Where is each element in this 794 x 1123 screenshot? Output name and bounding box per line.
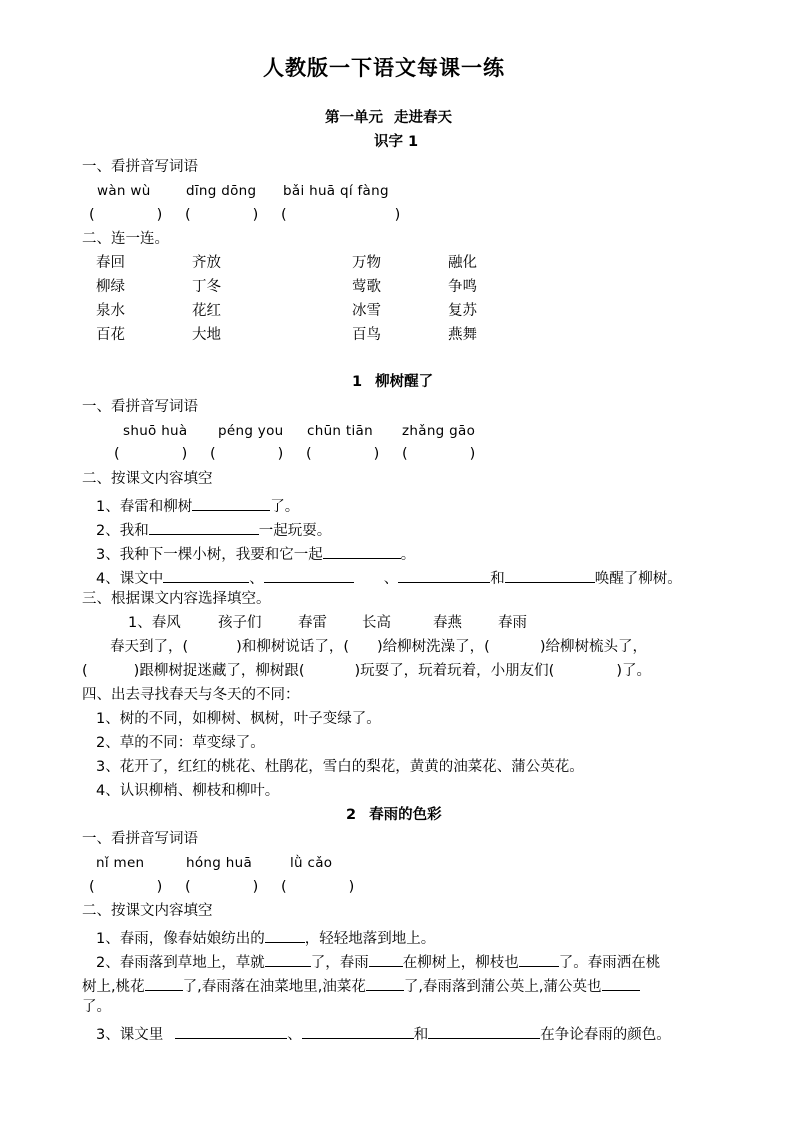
fill-item-1	[96, 928, 435, 947]
fill-text: 4、课文中	[96, 571, 164, 587]
fill-text: 在柳树上，柳枝也	[402, 955, 519, 971]
document-title: 人教版一下语文每课一练	[263, 56, 505, 80]
fill-text: 2、我和	[96, 523, 149, 539]
fill-item-1	[96, 496, 299, 515]
match-word[interactable]: 百花	[96, 327, 125, 343]
answer-box[interactable]: ( )	[185, 879, 259, 895]
answer-box[interactable]: ( )	[402, 446, 476, 462]
passage-text: )和柳树说话了，(	[236, 639, 349, 655]
fill-blank[interactable]	[192, 496, 270, 511]
fill-text: 3、课文里	[96, 1027, 164, 1043]
fill-blank[interactable]	[398, 568, 490, 583]
fill-blank[interactable]	[145, 976, 183, 991]
fill-text: 、	[287, 1027, 302, 1043]
answer-box[interactable]: ( )	[306, 446, 380, 462]
list-item: 4、认识柳梢、柳枝和柳叶。	[96, 783, 280, 799]
fill-text: 树上,桃花	[82, 979, 145, 995]
passage-line-1	[110, 640, 647, 655]
fill-text: 、	[249, 571, 264, 587]
match-word[interactable]: 春回	[96, 255, 125, 271]
match-word[interactable]: 百鸟	[352, 327, 381, 343]
fill-blank[interactable]	[519, 952, 559, 967]
option-word: 春雷	[298, 615, 327, 631]
fill-blank[interactable]	[505, 568, 595, 583]
answer-box[interactable]: ( )	[281, 879, 355, 895]
option-word: 春燕	[433, 615, 462, 631]
lesson-title-shizi1: 识字 1	[374, 134, 419, 150]
answer-box[interactable]: ( )	[281, 207, 401, 223]
match-word[interactable]: 复苏	[448, 303, 477, 319]
fill-text: 和	[413, 1027, 429, 1043]
fill-text: 1、春雨，像春姑娘纺出的	[96, 931, 265, 947]
pinyin-word: hóng huā	[186, 855, 253, 871]
answer-box[interactable]: ( )	[89, 879, 163, 895]
fill-item-3	[96, 544, 415, 563]
match-word[interactable]: 万物	[352, 255, 381, 271]
fill-text: 。	[400, 547, 416, 563]
section-heading: 一、看拼音写词语	[82, 159, 198, 175]
match-word[interactable]: 齐放	[192, 255, 221, 271]
fill-text: 、	[383, 571, 399, 587]
list-item: 3、花开了，红红的桃花、杜鹃花，雪白的梨花，黄黄的油菜花、蒲公英花。	[96, 759, 584, 775]
answer-box[interactable]: ( )	[89, 207, 163, 223]
passage-text: )跟柳树捉迷藏了，柳树跟(	[133, 663, 305, 679]
fill-text: 2、春雨落到草地上，草就	[96, 955, 265, 971]
fill-text: 在争论春雨的颜色。	[540, 1027, 671, 1043]
fill-text: 和	[490, 571, 505, 587]
passage-text: )给柳树洗澡了，(	[377, 639, 490, 655]
fill-blank[interactable]	[428, 1024, 540, 1039]
passage-text: 春天到了，(	[110, 639, 189, 655]
pinyin-word: chūn tiān	[307, 423, 373, 439]
lesson-title: 2 春雨的色彩	[346, 807, 442, 823]
section-heading: 三、根据课文内容选择填空。	[82, 591, 271, 607]
fill-text: ，轻轻地落到地上。	[304, 931, 436, 947]
passage-line-2	[82, 664, 651, 679]
fill-item-2	[96, 520, 331, 539]
answer-box[interactable]: ( )	[114, 446, 188, 462]
section-heading: 一、看拼音写词语	[82, 831, 198, 847]
match-word[interactable]: 泉水	[96, 303, 125, 319]
fill-blank[interactable]	[265, 952, 311, 967]
fill-item-4	[96, 568, 682, 587]
fill-blank[interactable]	[323, 544, 401, 559]
fill-blank[interactable]	[302, 1024, 414, 1039]
fill-text: 1、春雷和柳树	[96, 499, 193, 515]
pinyin-word: zhǎng gāo	[402, 423, 476, 439]
fill-blank[interactable]	[149, 520, 259, 535]
pinyin-word: péng you	[218, 423, 284, 439]
fill-blank[interactable]	[163, 568, 249, 583]
fill-blank[interactable]	[602, 976, 640, 991]
fill-blank[interactable]	[265, 928, 305, 943]
fill-item-2-line3: 了。	[82, 999, 111, 1015]
match-word[interactable]: 燕舞	[448, 327, 477, 343]
match-word[interactable]: 冰雪	[352, 303, 381, 319]
fill-text: 了。春雨洒在桃	[558, 955, 661, 971]
fill-text: 一起玩耍。	[258, 523, 332, 539]
match-word[interactable]: 丁冬	[192, 279, 221, 295]
fill-text: 了。	[270, 499, 300, 515]
pinyin-word: wàn wù	[97, 183, 151, 199]
pinyin-word: bǎi huā qí fàng	[283, 183, 389, 199]
fill-text: 了，春雨	[310, 955, 369, 971]
fill-text: 了,春雨落在油菜地里,油菜花	[182, 979, 366, 995]
list-item: 2、草的不同：草变绿了。	[96, 735, 265, 751]
passage-text: )给柳树梳头了，	[539, 639, 647, 655]
match-word[interactable]: 柳绿	[96, 279, 125, 295]
fill-item-3	[96, 1024, 671, 1043]
pinyin-word: shuō huà	[123, 423, 188, 439]
section-heading: 二、按课文内容填空	[82, 903, 213, 919]
lesson-title: 1 柳树醒了	[352, 374, 434, 390]
match-word[interactable]: 花红	[192, 303, 221, 319]
fill-item-2-line1	[96, 952, 660, 971]
option-word: 孩子们	[218, 615, 262, 631]
match-word[interactable]: 争鸣	[448, 279, 477, 295]
pinyin-word: dīng dōng	[186, 183, 257, 199]
match-word[interactable]: 融化	[448, 255, 477, 271]
fill-text: 唤醒了柳树。	[594, 571, 682, 587]
passage-text: )玩耍了，玩着玩着，小朋友们(	[354, 663, 555, 679]
match-word[interactable]: 大地	[192, 327, 221, 343]
answer-box[interactable]: ( )	[185, 207, 259, 223]
fill-item-2-line2	[82, 976, 640, 995]
fill-blank[interactable]	[366, 976, 404, 991]
answer-box[interactable]: ( )	[210, 446, 284, 462]
list-item: 1、树的不同，如柳树、枫树，叶子变绿了。	[96, 711, 381, 727]
fill-blank[interactable]	[369, 952, 403, 967]
section-heading: 二、连一连。	[82, 231, 169, 247]
section-heading: 四、出去寻找春天与冬天的不同：	[82, 687, 300, 703]
fill-text: 3、我种下一棵小树，我要和它一起	[96, 547, 323, 563]
option-word: 长高	[362, 615, 391, 631]
pinyin-word: nǐ men	[96, 855, 145, 871]
passage-text: (	[82, 663, 88, 679]
fill-text: 了,春雨落到蒲公英上,蒲公英也	[403, 979, 602, 995]
section-heading: 一、看拼音写词语	[82, 399, 198, 415]
passage-text: )了。	[616, 663, 651, 679]
section-heading: 二、按课文内容填空	[82, 471, 213, 487]
fill-blank[interactable]	[264, 568, 354, 583]
fill-blank[interactable]	[175, 1024, 287, 1039]
match-word[interactable]: 莺歌	[352, 279, 381, 295]
unit-title: 第一单元 走进春天	[325, 110, 453, 126]
pinyin-word: lǜ cǎo	[290, 855, 333, 871]
option-word: 春雨	[498, 615, 527, 631]
option-word: 1、春风	[128, 615, 181, 631]
